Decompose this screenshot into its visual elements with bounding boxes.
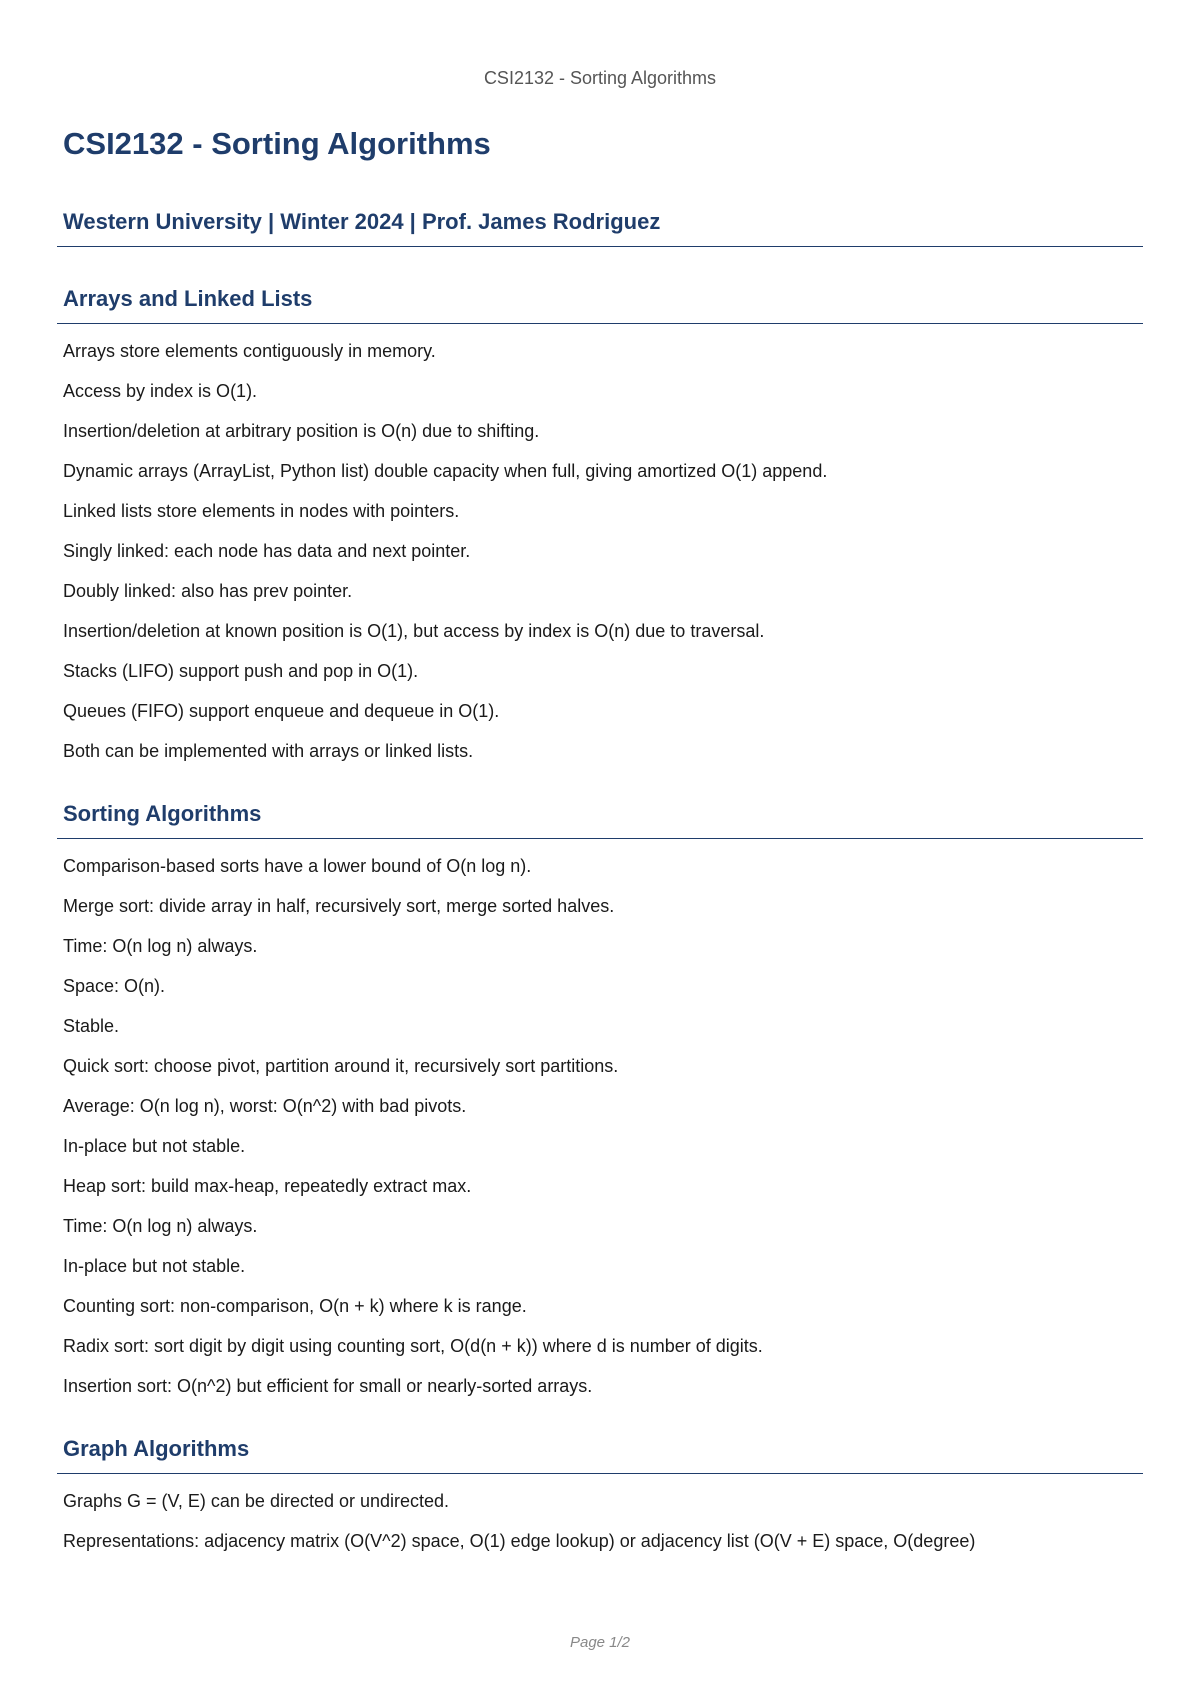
paragraph: Both can be implemented with arrays or linked lists. bbox=[63, 741, 474, 761]
paragraph: Queues (FIFO) support enqueue and dequeue in O(1). bbox=[63, 701, 500, 721]
paragraph: Time: O(n log n) always. bbox=[63, 936, 258, 956]
section-body bbox=[63, 855, 1143, 1397]
paragraph: Stable. bbox=[63, 1016, 120, 1036]
paragraph: Dynamic arrays (ArrayList, Python list) double capacity when full, giving amortized O(1) append. bbox=[63, 461, 828, 481]
paragraph: In-place but not stable. bbox=[63, 1256, 246, 1276]
section-divider bbox=[57, 1473, 1143, 1474]
section-arrays-linked-lists bbox=[57, 285, 1143, 762]
section-body bbox=[63, 340, 1143, 762]
section-heading: Sorting Algorithms bbox=[63, 801, 262, 826]
paragraph: Arrays store elements contiguously in memory. bbox=[63, 341, 436, 361]
paragraph: Merge sort: divide array in half, recursively sort, merge sorted halves. bbox=[63, 896, 615, 916]
paragraph: In-place but not stable. bbox=[63, 1136, 246, 1156]
paragraph: Radix sort: sort digit by digit using counting sort, O(d(n + k)) where d is number of digits. bbox=[63, 1336, 763, 1356]
subtitle-divider bbox=[57, 246, 1143, 247]
paragraph: Insertion/deletion at arbitrary position is O(n) due to shifting. bbox=[63, 421, 540, 441]
section-heading: Arrays and Linked Lists bbox=[63, 286, 313, 311]
document-title: CSI2132 - Sorting Algorithms bbox=[63, 126, 491, 161]
paragraph: Space: O(n). bbox=[63, 976, 166, 996]
paragraph: Comparison-based sorts have a lower bound of O(n log n). bbox=[63, 856, 532, 876]
paragraph: Quick sort: choose pivot, partition around it, recursively sort partitions. bbox=[63, 1056, 619, 1076]
paragraph: Average: O(n log n), worst: O(n^2) with bad pivots. bbox=[63, 1096, 467, 1116]
section-sorting-algorithms bbox=[57, 800, 1143, 1397]
paragraph: Counting sort: non-comparison, O(n + k) where k is range. bbox=[63, 1296, 527, 1316]
section-divider bbox=[57, 323, 1143, 324]
paragraph: Access by index is O(1). bbox=[63, 381, 258, 401]
section-graph-algorithms bbox=[57, 1435, 1143, 1552]
paragraph: Representations: adjacency matrix (O(V^2) space, O(1) edge lookup) or adjacency list (O(V + E) space, O(degree) bbox=[63, 1531, 976, 1551]
running-header: CSI2132 - Sorting Algorithms bbox=[483, 68, 717, 88]
paragraph: Heap sort: build max-heap, repeatedly extract max. bbox=[63, 1176, 472, 1196]
section-divider bbox=[57, 838, 1143, 839]
page-number: Page 1/2 bbox=[569, 1634, 631, 1651]
section-body bbox=[63, 1490, 1143, 1552]
section-heading: Graph Algorithms bbox=[63, 1436, 250, 1461]
paragraph: Doubly linked: also has prev pointer. bbox=[63, 581, 353, 601]
paragraph: Graphs G = (V, E) can be directed or undirected. bbox=[63, 1491, 450, 1511]
paragraph: Singly linked: each node has data and next pointer. bbox=[63, 541, 471, 561]
document-content bbox=[57, 122, 1143, 1570]
paragraph: Insertion sort: O(n^2) but efficient for small or nearly-sorted arrays. bbox=[63, 1376, 593, 1396]
paragraph: Insertion/deletion at known position is O(1), but access by index is O(n) due to traversal. bbox=[63, 621, 765, 641]
paragraph: Time: O(n log n) always. bbox=[63, 1216, 258, 1236]
paragraph: Linked lists store elements in nodes with pointers. bbox=[63, 501, 460, 521]
paragraph: Stacks (LIFO) support push and pop in O(1). bbox=[63, 661, 419, 681]
document-subtitle: Western University | Winter 2024 | Prof. James Rodriguez bbox=[63, 209, 661, 234]
